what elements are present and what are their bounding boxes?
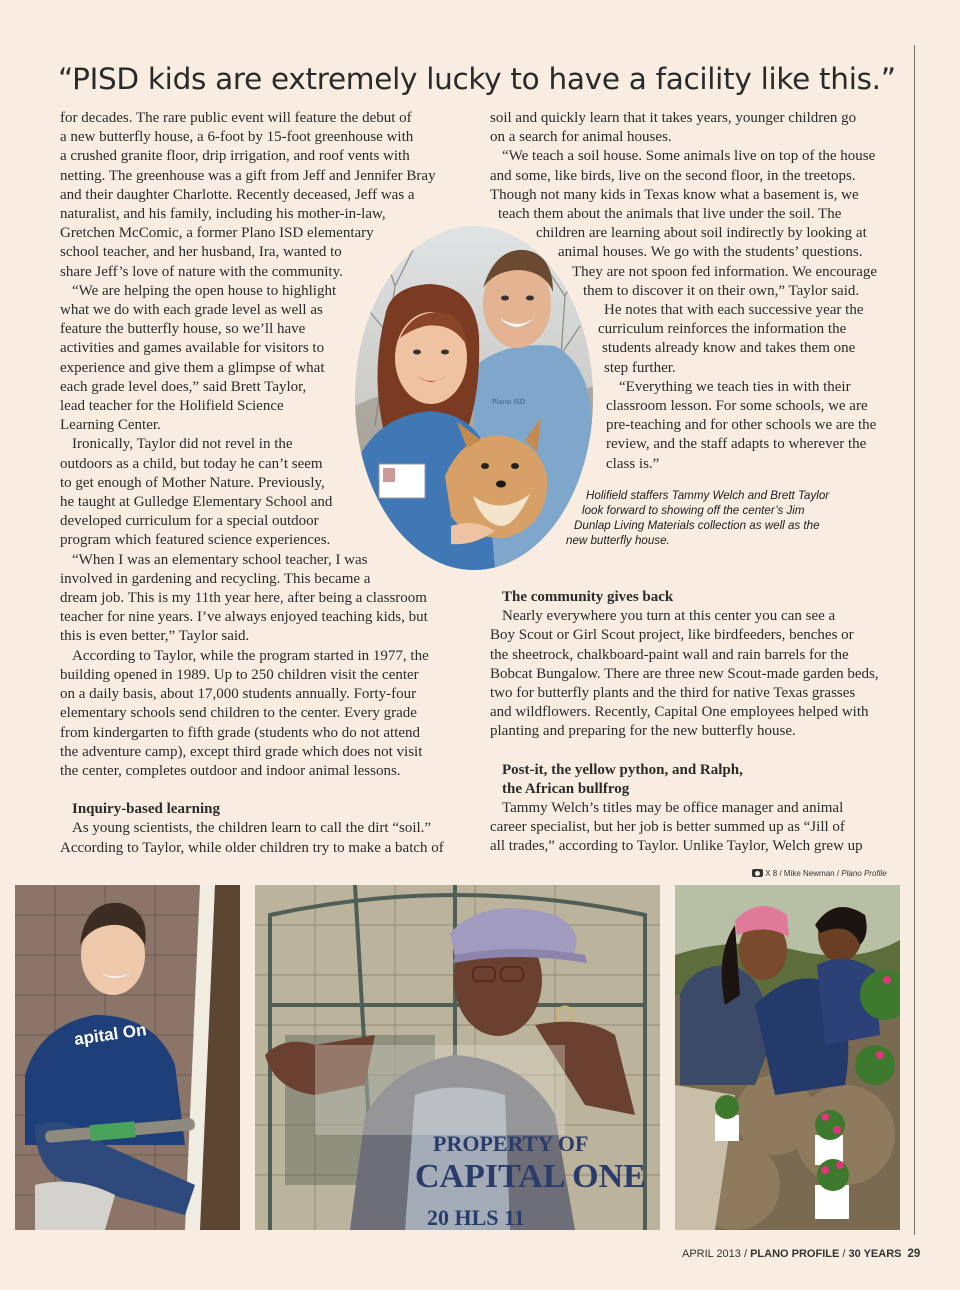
volunteers-planting-photo	[675, 885, 900, 1230]
right-column-lower	[488, 588, 908, 857]
paragraph: He notes that with each successive year the curriculum reinforces the information the students already know and takes them one step further.	[598, 302, 864, 376]
camera-icon	[752, 869, 763, 877]
paragraph: “We teach a soil house. Some animals live on top of the house and some, like birds, live on the second floor, in the treetops. Though not many kids in Texas know what a basement is, we teach them about the animals that live under the soil. The children are learning about soil indirectly by looking at animal houses. We go with the students’ questions. They are not spoon fed information. We encourage them to discover it on their own,” Taylor said.	[490, 148, 878, 299]
shirt-text: apital On	[72, 1020, 148, 1049]
pull-quote: “PISD kids are extremely lucky to have a facility like this.”	[58, 62, 896, 96]
paragraph: “When I was an elementary school teacher, I was involved in gardening and recycling. This became a dream job. This is my 11th year here, after being a classroom teacher for nine years. I’ve always enjoyed teaching kids, but this is even better,” Taylor said.	[60, 551, 428, 645]
right-column	[488, 109, 908, 474]
paragraph: “Everything we teach ties in with their classroom lesson. For some schools, we are pre-teaching and for other schools we are the review, and the staff adapts to wherever the class is.”	[606, 378, 877, 472]
shirt-text: CAPITAL ONE	[415, 1158, 646, 1195]
page-footer: APRIL 2013 / PLANO PROFILE / 30 YEARS 29	[682, 1248, 921, 1260]
section-heading: Inquiry-based learning	[72, 801, 220, 818]
paragraph: As young scientists, the children learn to call the dirt “soil.” According to Taylor, while older children try to make a batch of	[60, 820, 444, 856]
page-number: 29	[907, 1248, 921, 1260]
section-heading: Post-it, the yellow python, and Ralph, the African bullfrog	[502, 761, 743, 797]
volunteer-greenhouse-photo	[255, 885, 660, 1230]
paragraph: soil and quickly learn that it takes years, younger children go on a search for animal houses.	[490, 110, 857, 146]
vertical-rule	[914, 45, 915, 1235]
paragraph: for decades. The rare public event will feature the debut of a new butterfly house, a 6-foot by 15-foot greenhouse with a crushed granite floor, drip irrigation, and roof vents with netting. The greenhouse was a gift from Jeff and Jennifer Bray and their daughter Charlotte. Recently deceased, Jeff was a naturalist, and his family, including his mother-in-law, Gretchen McComic, a former Plano ISD elementary school teacher, and her husband, Ira, wanted to share Jeff’s love of nature with the community.	[60, 110, 436, 280]
photo-caption: Holifield staffers Tammy Welch and Brett Taylor look forward to showing off the center’s Jim Dunlap Living Materials collection as well as the new butterfly house.	[566, 489, 830, 547]
paragraph: Ironically, Taylor did not revel in the outdoors as a child, but today he can’t seem to get enough of Mother Nature. Previously, he taught at Gulledge Elementary School and developed curriculum for a special outdoor program which featured science experiences.	[60, 436, 333, 549]
volunteer-caulking-photo	[15, 885, 240, 1230]
shirt-text: PROPERTY OF	[433, 1131, 589, 1156]
badge-text: Plano ISD	[492, 398, 526, 406]
photo-credit: X 8 / Mike Newman / Plano Profile	[752, 869, 887, 878]
paragraph: Tammy Welch’s titles may be office manager and animal career specialist, but her job is better summed up as “Jill of all trades,” according to Taylor. Unlike Taylor, Welch grew up	[490, 800, 863, 855]
paragraph: According to Taylor, while the program started in 1977, the building opened in 1989. Up to 250 children visit the center on a daily basis, about 17,000 students annually. Forty-four elementary schools send children to the center. Every grade from kindergarten to fifth grade (students who do not attend the adventure camp), except third grade which does not visit the center, completes outdoor and indoor animal lessons.	[60, 647, 429, 779]
section-heading: The community gives back	[502, 589, 674, 605]
shirt-text: 20 HLS 11	[427, 1205, 525, 1230]
paragraph: Nearly everywhere you turn at this center you can see a Boy Scout or Girl Scout project, like birdfeeders, benches or the sheetrock, chalkboard-paint wall and rain barrels for the Bobcat Bungalow. There are three new Scout-made garden beds, two for butterfly plants and the third for native Texas grasses and wildflowers. Recently, Capital One employees helped with planting and preparing for the new butterfly house.	[490, 608, 879, 740]
paragraph: “We are helping the open house to highlight what we do with each grade level as well as feature the butterfly house, so we’ll have activities and games available for visitors to experience and give them a glimpse of what each grade level does,” said Brett Taylor, lead teacher for the Holifield Science Learning Center.	[60, 282, 337, 434]
